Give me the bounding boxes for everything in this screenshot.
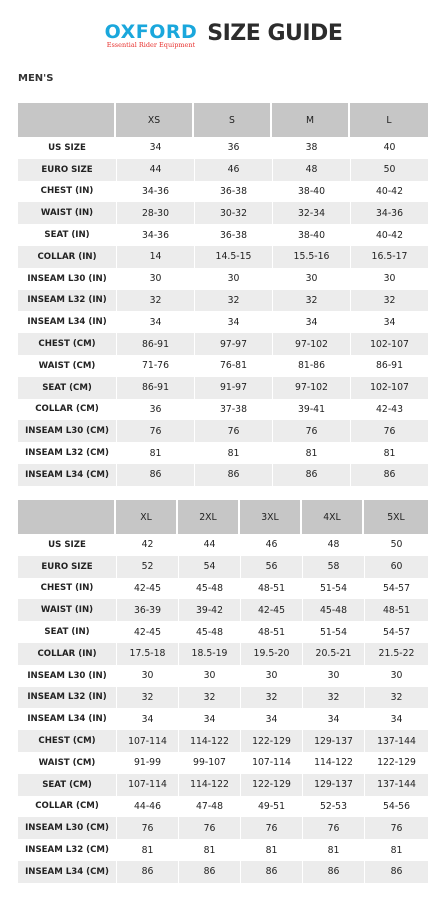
row-label: CHEST (IN) [18,181,116,203]
table-cell: 19.5-20 [240,643,302,665]
row-label: COLLAR (IN) [18,643,116,665]
table-cell: 16.5-17 [350,246,428,268]
table-cell: 40-42 [350,181,428,203]
table-cell: 17.5-18 [116,643,178,665]
table-cell: 86 [302,861,364,883]
table-cell: 76 [116,420,194,442]
table-cell: 36-38 [194,224,272,246]
table-cell: 47-48 [178,796,240,818]
table-cell: 44-46 [116,796,178,818]
table-cell: 76 [194,420,272,442]
table-cell: 37-38 [194,399,272,421]
table-row [18,687,428,709]
table-cell: 36-39 [116,599,178,621]
table-cell: 48-51 [240,621,302,643]
size-table-large [18,500,428,883]
row-label: INSEAM L32 (IN) [18,687,116,709]
row-label: COLLAR (CM) [18,796,116,818]
table-cell: 76 [302,817,364,839]
table-cell: 48-51 [364,599,428,621]
page-title: SIZE GUIDE [207,21,343,46]
row-label: INSEAM L34 (CM) [18,464,116,486]
size-header-m: M [272,103,350,137]
table-cell: 81 [194,442,272,464]
table-row [18,181,428,203]
table-cell: 86 [364,861,428,883]
table-row [18,752,428,774]
table-cell: 40 [350,137,428,159]
corner-cell [18,500,116,534]
row-label: INSEAM L30 (IN) [18,268,116,290]
row-label: INSEAM L30 (CM) [18,420,116,442]
table-cell: 44 [178,534,240,556]
table-cell: 81 [302,839,364,861]
size-table-small [18,103,428,486]
table-cell: 86-91 [350,355,428,377]
table-cell: 30 [178,665,240,687]
table-cell: 71-76 [116,355,194,377]
table-cell: 81 [364,839,428,861]
table-cell: 81 [272,442,350,464]
table-row [18,817,428,839]
table-cell: 86 [350,464,428,486]
table-cell: 81 [240,839,302,861]
table-cell: 86-91 [116,333,194,355]
section-label-mens: MEN'S [18,73,54,84]
table-cell: 32 [364,687,428,709]
table-cell: 32 [116,687,178,709]
row-label: INSEAM L30 (CM) [18,817,116,839]
table-cell: 34 [116,137,194,159]
size-header-row [18,500,428,534]
table-cell: 30 [350,268,428,290]
row-label: US SIZE [18,534,116,556]
table-row [18,333,428,355]
table-cell: 129-137 [302,774,364,796]
table-cell: 81-86 [272,355,350,377]
table-cell: 54-57 [364,578,428,600]
table-row [18,246,428,268]
table-row [18,311,428,333]
table-row [18,796,428,818]
row-label: WAIST (IN) [18,202,116,224]
table-cell: 107-114 [240,752,302,774]
table-cell: 34 [116,311,194,333]
table-cell: 99-107 [178,752,240,774]
row-label: COLLAR (CM) [18,399,116,421]
table-row [18,556,428,578]
row-label: US SIZE [18,137,116,159]
table-cell: 51-54 [302,578,364,600]
table-cell: 46 [240,534,302,556]
size-header-2xl: 2XL [178,500,240,534]
logo-tagline: Essential Rider Equipment [106,41,196,49]
row-label: SEAT (IN) [18,621,116,643]
table-row [18,578,428,600]
table-cell: 32 [116,290,194,312]
table-cell: 48 [272,159,350,181]
header [0,22,447,58]
table-row [18,377,428,399]
row-label: SEAT (IN) [18,224,116,246]
table-row [18,137,428,159]
table-cell: 97-102 [272,333,350,355]
table-cell: 114-122 [302,752,364,774]
table-cell: 114-122 [178,730,240,752]
table-cell: 42-45 [116,578,178,600]
table-cell: 97-102 [272,377,350,399]
table-cell: 30-32 [194,202,272,224]
table-cell: 34-36 [350,202,428,224]
table-cell: 52 [116,556,178,578]
table-cell: 58 [302,556,364,578]
table-cell: 32 [272,290,350,312]
size-header-l: L [350,103,428,137]
table-cell: 15.5-16 [272,246,350,268]
row-label: CHEST (CM) [18,730,116,752]
table-cell: 44 [116,159,194,181]
table-cell: 18.5-19 [178,643,240,665]
table-row [18,268,428,290]
table-cell: 42-43 [350,399,428,421]
size-header-row [18,103,428,137]
table-cell: 36-38 [194,181,272,203]
table-cell: 86-91 [116,377,194,399]
table-row [18,399,428,421]
row-label: INSEAM L34 (CM) [18,861,116,883]
table-cell: 38 [272,137,350,159]
table-cell: 114-122 [178,774,240,796]
logo-wordmark: OXFORD [104,21,198,43]
table-cell: 42-45 [240,599,302,621]
table-row [18,355,428,377]
table-row [18,420,428,442]
table-cell: 86 [240,861,302,883]
table-cell: 102-107 [350,377,428,399]
table-cell: 50 [364,534,428,556]
table-cell: 45-48 [302,599,364,621]
size-header-xs: XS [116,103,194,137]
table-cell: 81 [178,839,240,861]
table-cell: 76 [178,817,240,839]
table-cell: 21.5-22 [364,643,428,665]
table-row [18,774,428,796]
table-row [18,665,428,687]
row-label: SEAT (CM) [18,377,116,399]
table-cell: 46 [194,159,272,181]
table-cell: 81 [116,839,178,861]
table-cell: 34 [178,708,240,730]
table-row [18,839,428,861]
table-row [18,708,428,730]
table-cell: 107-114 [116,730,178,752]
row-label: EURO SIZE [18,556,116,578]
table-cell: 97-97 [194,333,272,355]
table-cell: 42 [116,534,178,556]
row-label: CHEST (IN) [18,578,116,600]
table-cell: 86 [116,464,194,486]
table-row [18,290,428,312]
row-label: INSEAM L32 (CM) [18,442,116,464]
table-row [18,643,428,665]
table-cell: 30 [194,268,272,290]
table-cell: 32 [194,290,272,312]
table-row [18,621,428,643]
row-label: INSEAM L32 (IN) [18,290,116,312]
table-cell: 38-40 [272,181,350,203]
table-cell: 91-99 [116,752,178,774]
table-cell: 30 [240,665,302,687]
table-cell: 30 [364,665,428,687]
table-cell: 32 [302,687,364,709]
table-cell: 36 [116,399,194,421]
table-cell: 122-129 [240,774,302,796]
table-cell: 129-137 [302,730,364,752]
table-cell: 76 [350,420,428,442]
table-cell: 76-81 [194,355,272,377]
row-label: SEAT (CM) [18,774,116,796]
table-cell: 48 [302,534,364,556]
table-cell: 28-30 [116,202,194,224]
table-cell: 76 [364,817,428,839]
table-row [18,534,428,556]
table-row [18,202,428,224]
table-cell: 76 [240,817,302,839]
corner-cell [18,103,116,137]
table-row [18,730,428,752]
row-label: INSEAM L30 (IN) [18,665,116,687]
table-cell: 45-48 [178,578,240,600]
row-label: INSEAM L34 (IN) [18,311,116,333]
row-label: COLLAR (IN) [18,246,116,268]
table-cell: 122-129 [364,752,428,774]
table-row [18,861,428,883]
size-header-5xl: 5XL [364,500,428,534]
table-cell: 49-51 [240,796,302,818]
table-cell: 56 [240,556,302,578]
table-cell: 51-54 [302,621,364,643]
table-cell: 32 [178,687,240,709]
table-cell: 38-40 [272,224,350,246]
table-cell: 32-34 [272,202,350,224]
table-cell: 36 [194,137,272,159]
table-cell: 30 [116,665,178,687]
table-cell: 91-97 [194,377,272,399]
table-cell: 122-129 [240,730,302,752]
size-header-s: S [194,103,272,137]
table-row [18,224,428,246]
table-cell: 137-144 [364,774,428,796]
row-label: CHEST (CM) [18,333,116,355]
table-cell: 102-107 [350,333,428,355]
row-label: WAIST (CM) [18,355,116,377]
table-cell: 39-41 [272,399,350,421]
table-cell: 54-56 [364,796,428,818]
table-cell: 45-48 [178,621,240,643]
table-cell: 39-42 [178,599,240,621]
table-cell: 86 [116,861,178,883]
row-label: WAIST (IN) [18,599,116,621]
table-cell: 14 [116,246,194,268]
table-cell: 48-51 [240,578,302,600]
table-row [18,442,428,464]
table-cell: 34 [350,311,428,333]
table-cell: 86 [194,464,272,486]
table-cell: 50 [350,159,428,181]
table-cell: 40-42 [350,224,428,246]
table-cell: 60 [364,556,428,578]
table-row [18,159,428,181]
row-label: EURO SIZE [18,159,116,181]
size-header-4xl: 4XL [302,500,364,534]
table-cell: 34 [302,708,364,730]
table-cell: 52-53 [302,796,364,818]
table-cell: 34 [272,311,350,333]
table-cell: 34 [240,708,302,730]
table-row [18,599,428,621]
size-header-3xl: 3XL [240,500,302,534]
table-row [18,464,428,486]
table-cell: 34 [194,311,272,333]
row-label: INSEAM L34 (IN) [18,708,116,730]
table-cell: 34-36 [116,181,194,203]
table-cell: 137-144 [364,730,428,752]
table-cell: 81 [350,442,428,464]
row-label: INSEAM L32 (CM) [18,839,116,861]
table-cell: 20.5-21 [302,643,364,665]
table-cell: 34 [116,708,178,730]
table-cell: 54 [178,556,240,578]
table-cell: 32 [350,290,428,312]
table-cell: 34-36 [116,224,194,246]
table-cell: 76 [116,817,178,839]
table-cell: 32 [240,687,302,709]
table-cell: 14.5-15 [194,246,272,268]
row-label: WAIST (CM) [18,752,116,774]
table-cell: 81 [116,442,194,464]
table-cell: 42-45 [116,621,178,643]
size-header-xl: XL [116,500,178,534]
table-cell: 54-57 [364,621,428,643]
table-cell: 30 [302,665,364,687]
table-cell: 86 [272,464,350,486]
table-cell: 76 [272,420,350,442]
table-cell: 30 [272,268,350,290]
table-cell: 86 [178,861,240,883]
table-cell: 30 [116,268,194,290]
oxford-logo [105,22,198,49]
table-cell: 107-114 [116,774,178,796]
table-cell: 34 [364,708,428,730]
